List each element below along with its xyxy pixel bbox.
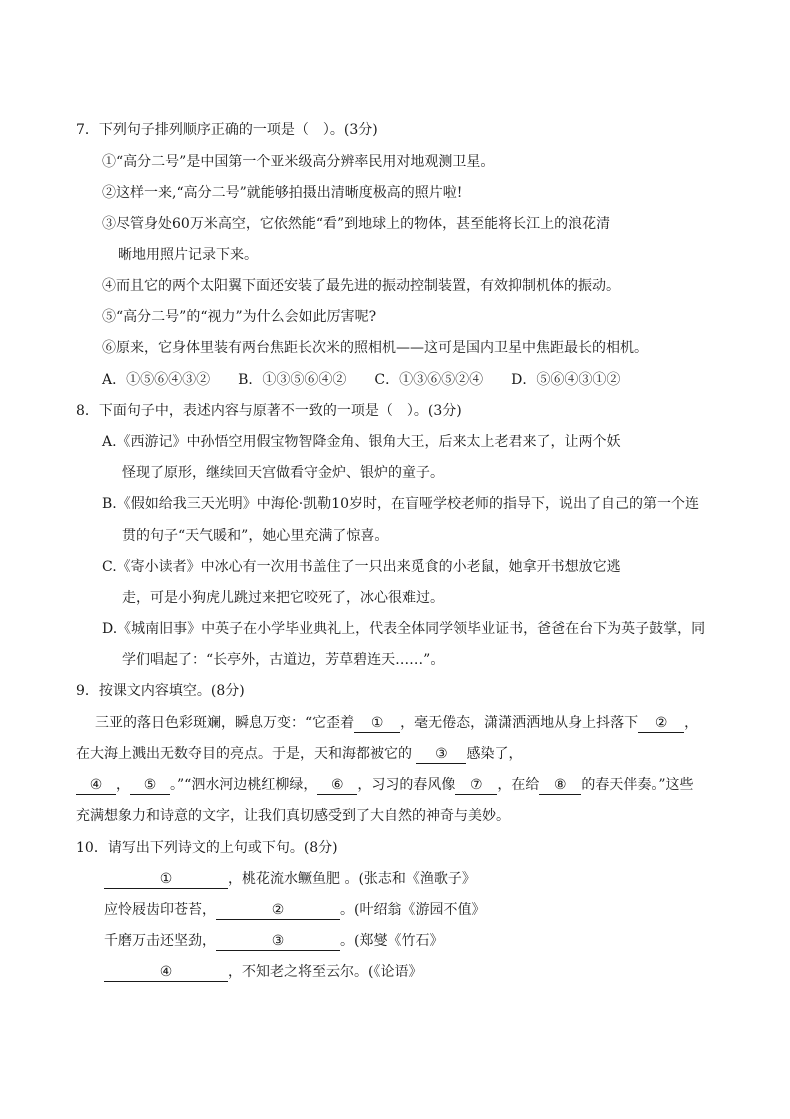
q9-text: ，毫无倦态，潇潇洒洒地从身上抖落下 — [400, 715, 639, 731]
q9-text: ， — [116, 777, 130, 793]
q10-blank-1[interactable]: ① — [104, 870, 228, 889]
q8-option-c-line2: 走，可是小狗虎儿跳过来把它咬死了，冰心很难过。 — [122, 590, 444, 606]
q9-text: 三亚的落日色彩斑斓，瞬息万变：“它歪着 — [95, 715, 355, 731]
q9-blank-3[interactable]: ③ — [416, 745, 466, 764]
q9-text: 感染了， — [466, 746, 523, 762]
q10-text: 千磨万击还坚劲， — [104, 933, 216, 949]
q10-line-2 — [104, 900, 485, 920]
q10-blank-2[interactable]: ② — [216, 901, 340, 920]
q8-option-a-line2: 怪现了原形，继续回天宫做看守金炉、银炉的童子。 — [122, 465, 444, 481]
q9-text: ，习习的春风像 — [357, 777, 456, 793]
q10-text: ，不知老之将至云尔。(《论语》 — [228, 964, 423, 980]
q10-blank-4[interactable]: ④ — [104, 963, 228, 982]
q9-paragraph-line1 — [95, 713, 698, 733]
q10-line-3 — [104, 931, 443, 951]
q10-text: 应怜屐齿印苍苔， — [104, 902, 216, 918]
q9-paragraph-line4: 充满想象力和诗意的文字，让我们真切感受到了大自然的神奇与美妙。 — [76, 808, 510, 824]
q9-blank-1[interactable]: ① — [354, 714, 400, 733]
q7-sentence-5: ⑤“高分二号”的“视力”为什么会如此厉害呢? — [102, 309, 377, 325]
q7-sentence-6: ⑥原来，它身体里装有两台焦距长次米的照相机——这可是国内卫星中焦距最长的相机。 — [102, 340, 648, 356]
q7-options: A．①⑤⑥④③② B．①③⑤⑥④② C．①③⑥⑤②④ D．⑤⑥④③①② — [102, 372, 621, 388]
q10-line-1 — [104, 869, 476, 889]
q9-text: 。”“泗水河边桃红柳绿， — [170, 777, 318, 793]
q9-text: 的春天伴奏。”这些 — [581, 777, 694, 793]
q7-stem: 7．下列句子排列顺序正确的一项是（ ）。(3分) — [76, 122, 378, 138]
q10-text: 。(郑燮《竹石》 — [340, 933, 444, 949]
q8-option-b-line1: B.《假如给我三天光明》中海伦·凯勒10岁时，在盲哑学校老师的指导下，说出了自己的第一个连 — [102, 496, 700, 512]
q9-text: ， — [684, 715, 699, 731]
q9-stem: 9．按课文内容填空。(8分) — [76, 683, 245, 699]
q7-sentence-1: ①“高分二号”是中国第一个亚米级高分辨率民用对地观测卫星。 — [102, 154, 495, 170]
q9-blank-4[interactable]: ④ — [76, 776, 116, 795]
q9-blank-8[interactable]: ⑧ — [539, 776, 581, 795]
q10-text: ，桃花流水鳜鱼肥 。(张志和《渔歌子》 — [228, 871, 476, 887]
q9-paragraph-line2 — [76, 744, 522, 764]
q9-text: ，在给 — [497, 777, 540, 793]
q9-blank-5[interactable]: ⑤ — [130, 776, 170, 795]
q8-option-a-line1: A.《西游记》中孙悟空用假宝物智降金角、银角大王，后来太上老君来了，让两个妖 — [102, 434, 621, 450]
q8-stem: 8．下面句子中，表述内容与原著不一致的一项是（ ）。(3分) — [76, 403, 462, 419]
q8-option-b-line2: 贯的句子“天气暖和”，她心里充满了惊喜。 — [122, 528, 389, 544]
q8-option-d-line1: D.《城南旧事》中英子在小学毕业典礼上，代表全体同学领毕业证书，爸爸在台下为英子鼓掌，同 — [102, 621, 706, 637]
q9-paragraph-line3 — [76, 775, 694, 795]
q9-blank-7[interactable]: ⑦ — [455, 776, 497, 795]
q10-text: 。(叶绍翁《游园不值》 — [340, 902, 486, 918]
q9-blank-2[interactable]: ② — [638, 714, 684, 733]
q9-text: 在大海上溅出无数夺目的亮点。于是，天和海都被它的 — [76, 746, 412, 762]
q7-sentence-3a: ③尽管身处60万米高空，它依然能“看”到地球上的物体，甚至能将长江上的浪花清 — [102, 216, 611, 232]
q9-blank-6[interactable]: ⑥ — [317, 776, 357, 795]
q7-sentence-4: ④而且它的两个太阳翼下面还安装了最先进的振动控制装置，有效抑制机体的振动。 — [102, 278, 620, 294]
q10-blank-3[interactable]: ③ — [216, 932, 340, 951]
q8-option-c-line1: C.《寄小读者》中冰心有一次用书盖住了一只出来觅食的小老鼠，她拿开书想放它逃 — [102, 559, 621, 575]
q10-line-4 — [104, 962, 422, 982]
q10-stem: 10．请写出下列诗文的上句或下句。(8分) — [76, 840, 338, 856]
q7-sentence-3b: 晰地用照片记录下来。 — [118, 247, 258, 263]
q7-sentence-2: ②这样一来,“高分二号”就能够拍摄出清晰度极高的照片啦! — [102, 185, 463, 201]
q8-option-d-line2: 学们唱起了：“长亭外，古道边，芳草碧连天……”。 — [122, 652, 445, 668]
